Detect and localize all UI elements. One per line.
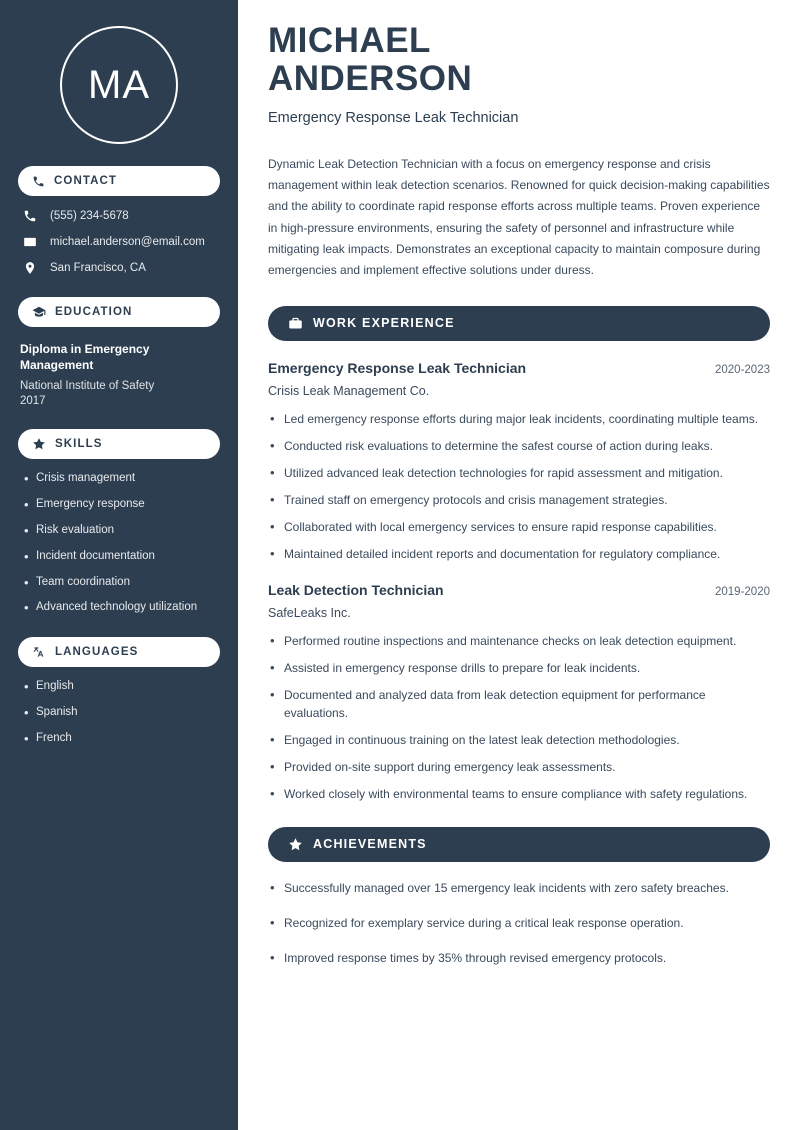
- job-company: Crisis Leak Management Co.: [268, 383, 430, 398]
- job-header: [268, 360, 770, 376]
- sidebar: [0, 0, 238, 1130]
- star-icon: [288, 837, 303, 852]
- list-item: • Spanish: [22, 706, 220, 720]
- main-content: [238, 0, 800, 1130]
- education-school: National Institute of Safety: [20, 380, 155, 393]
- list-item: • Successfully managed over 15 emergency leak incidents with zero safety breaches.: [268, 879, 770, 897]
- education-degree: Diploma in Emergency Management: [20, 342, 150, 373]
- professional-summary: Dynamic Leak Detection Technician with a focus on emergency response and crisis management within leak detection scenarios. Renowned for quick decision-making capabilities and the ability to coordinate rapid response efforts across multiple teams. Proven experience in high-pressure environments, ensuring the safety of personnel and infrastructure while mitigating leak impacts. Demonstrates an exceptional capacity to maintain composure during emergencies and implement effective solutions under duress.: [268, 156, 770, 278]
- section-achievements-label: ACHIEVEMENTS: [313, 837, 427, 852]
- contact-list: [18, 209, 220, 275]
- list-item: • Collaborated with local emergency services to ensure rapid response capabilities.: [268, 518, 770, 536]
- list-item: • Documented and analyzed data from leak detection equipment for performance evaluations.: [268, 686, 770, 722]
- phone-icon: [22, 209, 38, 223]
- sidebar-section-skills-label: SKILLS: [55, 438, 103, 451]
- list-item: • Crisis management: [22, 472, 220, 486]
- contact-phone: [18, 209, 220, 223]
- last-name: ANDERSON: [268, 58, 473, 98]
- skills-list: [18, 472, 220, 615]
- sidebar-section-education: [18, 297, 220, 327]
- graduation-cap-icon: [32, 305, 46, 319]
- sidebar-section-contact-label: CONTACT: [54, 175, 118, 187]
- briefcase-icon: [288, 316, 303, 331]
- translate-icon: [32, 645, 46, 659]
- list-item: • Maintained detailed incident reports and documentation for regulatory compliance.: [268, 545, 770, 563]
- first-name: MICHAEL: [268, 21, 431, 60]
- contact-location-value: San Francisco, CA: [50, 262, 146, 274]
- phone-icon: [32, 175, 45, 188]
- job-entry: [268, 582, 770, 803]
- star-icon: [32, 437, 46, 451]
- job-company: SafeLeaks Inc.: [268, 605, 351, 620]
- envelope-icon: [22, 235, 38, 249]
- job-dates: 2020-2023: [715, 363, 770, 376]
- section-work-experience-label: WORK EXPERIENCE: [313, 316, 455, 331]
- list-item: • Conducted risk evaluations to determine the safest course of action during leaks.: [268, 437, 770, 455]
- avatar-wrap: [18, 26, 220, 144]
- list-item: • Provided on-site support during emergency leak assessments.: [268, 758, 770, 776]
- job-entry: [268, 360, 770, 563]
- list-item: • Worked closely with environmental teams to ensure compliance with safety regulations.: [268, 785, 770, 803]
- avatar: MA: [60, 26, 178, 144]
- sidebar-section-skills: [18, 429, 220, 459]
- location-pin-icon: [22, 261, 38, 275]
- languages-list: [18, 680, 220, 745]
- contact-email: [18, 235, 220, 249]
- contact-location: [18, 261, 220, 275]
- page-title: [268, 22, 770, 98]
- job-header: [268, 582, 770, 598]
- list-item: • Utilized advanced leak detection technologies for rapid assessment and mitigation.: [268, 464, 770, 482]
- list-item: • Trained staff on emergency protocols and crisis management strategies.: [268, 491, 770, 509]
- job-bullets: [268, 632, 770, 803]
- list-item: • Incident documentation: [22, 550, 220, 564]
- list-item: • Advanced technology utilization: [22, 601, 220, 615]
- job-title: Emergency Response Leak Technician: [268, 109, 519, 126]
- education-year: 2017: [20, 395, 46, 408]
- job-role: Emergency Response Leak Technician: [268, 359, 527, 376]
- list-item: • Recognized for exemplary service during a critical leak response operation.: [268, 914, 770, 932]
- job-dates: 2019-2020: [715, 585, 770, 598]
- contact-phone-value: (555) 234-5678: [50, 210, 129, 222]
- section-work-experience: [268, 306, 770, 341]
- sidebar-section-languages-label: LANGUAGES: [55, 646, 139, 659]
- contact-email-value: michael.anderson@email.com: [50, 236, 205, 248]
- list-item: • French: [22, 732, 220, 746]
- list-item: • Led emergency response efforts during major leak incidents, coordinating multiple teams.: [268, 410, 770, 428]
- job-bullets: [268, 410, 770, 563]
- list-item: • Team coordination: [22, 576, 220, 590]
- sidebar-section-education-label: EDUCATION: [55, 306, 133, 318]
- section-achievements: [268, 827, 770, 862]
- list-item: • Assisted in emergency response drills to prepare for leak incidents.: [268, 659, 770, 677]
- sidebar-section-languages: [18, 637, 220, 667]
- list-item: • Engaged in continuous training on the latest leak detection methodologies.: [268, 731, 770, 749]
- sidebar-section-contact: [18, 166, 220, 196]
- list-item: • Performed routine inspections and maintenance checks on leak detection equipment.: [268, 632, 770, 650]
- list-item: • Improved response times by 35% through revised emergency protocols.: [268, 949, 770, 967]
- list-item: • Emergency response: [22, 498, 220, 512]
- list-item: • English: [22, 680, 220, 694]
- list-item: • Risk evaluation: [22, 524, 220, 538]
- job-role: Leak Detection Technician: [268, 581, 444, 598]
- education-entry: [18, 341, 220, 407]
- achievements-list: [268, 879, 770, 967]
